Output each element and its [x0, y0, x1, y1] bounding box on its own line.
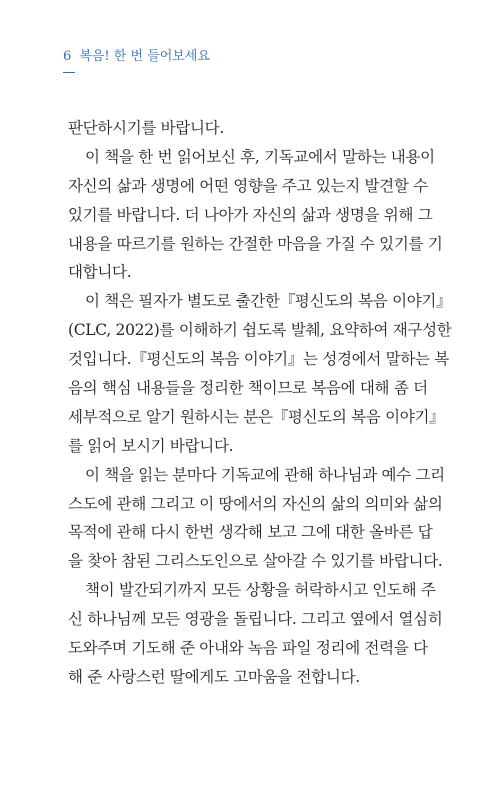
- page-number: 6: [63, 49, 72, 64]
- text-line: 내용을 따르기를 원하는 간절한 마음을 가질 수 있기를 기: [68, 234, 443, 253]
- text-line: 목적에 관해 다시 한번 생각해 보고 그에 대한 올바른 답: [68, 523, 433, 542]
- text-line: 을 찾아 참된 그리스도인으로 살아갈 수 있기를 바랍니다.: [68, 552, 443, 571]
- paragraph-first-line: 이 책을 읽는 분마다 기독교에 관해 하나님과 예수 그리: [85, 465, 445, 484]
- paragraph-first-line: 책이 발간되기까지 모든 상황을 허락하시고 인도해 주: [85, 581, 436, 600]
- paragraph-first-line: 이 책은 필자가 별도로 출간한『평신도의 복음 이야기』: [85, 292, 452, 311]
- paragraph-first-line: 이 책을 한 번 읽어보신 후, 기독교에서 말하는 내용이: [85, 147, 435, 166]
- text-line: 를 읽어 보시기 바랍니다.: [68, 436, 234, 455]
- text-line: 대합니다.: [68, 263, 132, 282]
- header-underline: [63, 72, 75, 73]
- text-line: 스도에 관해 그리고 이 땅에서의 자신의 삶의 의미와 삶의: [68, 494, 443, 513]
- body-text: [68, 114, 452, 692]
- text-line: 음의 핵심 내용들을 정리한 책이므로 복음에 대해 좀 더: [68, 379, 428, 398]
- text-line: 세부적으로 알기 원하시는 분은『평신도의 복음 이야기』: [68, 407, 445, 426]
- text-line: 판단하시기를 바랍니다.: [68, 119, 224, 137]
- text-line: 있기를 바랍니다. 더 나아가 자신의 삶과 생명을 위해 그: [68, 205, 433, 224]
- text-line: (CLC, 2022)를 이해하기 쉽도록 발췌, 요약하여 재구성한: [68, 321, 452, 340]
- text-line: 해 준 사랑스런 딸에게도 고마움을 전합니다.: [68, 667, 360, 686]
- running-header: [63, 48, 210, 66]
- text-line: 자신의 삶과 생명에 어떤 영향을 주고 있는지 발견할 수: [68, 176, 428, 195]
- text-line: 도와주며 기도해 준 아내와 녹음 파일 정리에 전력을 다: [68, 639, 428, 658]
- text-line: 신 하나님께 모든 영광을 돌립니다. 그리고 옆에서 열심히: [68, 610, 443, 629]
- text-line: 것입니다.『평신도의 복음 이야기』는 성경에서 말하는 복: [68, 350, 449, 369]
- header-title: 복음! 한 번 들어보세요: [79, 49, 210, 64]
